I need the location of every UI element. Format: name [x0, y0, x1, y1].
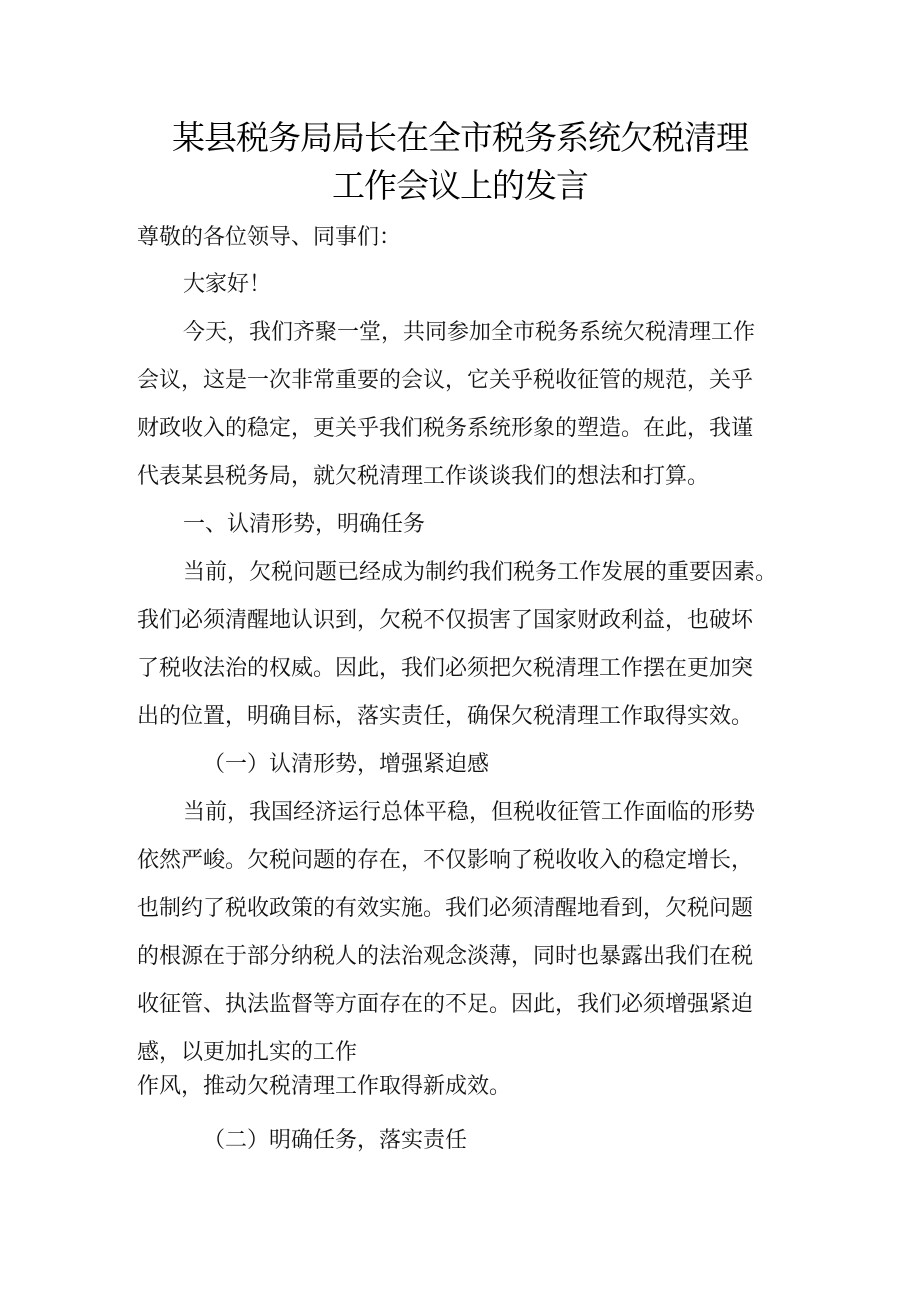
- paragraph-line: 了税收法治的权威。因此，我们必须把欠税清理工作摆在更加突: [137, 656, 754, 681]
- document-title-line-2: 工作会议上的发言: [332, 166, 588, 205]
- paragraph-line: 感，以更加扎实的工作: [137, 1040, 358, 1065]
- document-title-line-1: 某县税务局局长在全市税务系统欠税清理: [172, 118, 748, 157]
- paragraph-line: 今天，我们齐聚一堂，共同参加全市税务系统欠税清理工作: [183, 320, 756, 345]
- greeting: 大家好！: [183, 272, 272, 297]
- salutation: 尊敬的各位领导、同事们：: [137, 225, 402, 250]
- paragraph-line: 依然严峻。欠税问题的存在，不仅影响了税收收入的稳定增长，: [137, 848, 754, 873]
- paragraph-line: 的根源在于部分纳税人的法治观念淡薄，同时也暴露出我们在税: [137, 944, 754, 969]
- paragraph-line: 财政收入的稳定，更关乎我们税务系统形象的塑造。在此，我谨: [137, 416, 754, 441]
- paragraph-line: 当前，欠税问题已经成为制约我们税务工作发展的重要因素。: [183, 560, 778, 585]
- subsection-heading: （二）明确任务，落实责任: [203, 1128, 468, 1153]
- paragraph-line: 收征管、执法监督等方面存在的不足。因此，我们必须增强紧迫: [137, 992, 754, 1017]
- paragraph-line: 会议，这是一次非常重要的会议，它关乎税收征管的规范，关乎: [137, 368, 754, 393]
- paragraph-line: 也制约了税收政策的有效实施。我们必须清醒地看到，欠税问题: [137, 896, 754, 921]
- paragraph-line: 作风，推动欠税清理工作取得新成效。: [137, 1074, 512, 1099]
- paragraph-line: 出的位置，明确目标，落实责任，确保欠税清理工作取得实效。: [137, 704, 754, 729]
- paragraph-line: 我们必须清醒地认识到，欠税不仅损害了国家财政利益，也破坏: [137, 608, 754, 633]
- paragraph-line: 当前，我国经济运行总体平稳，但税收征管工作面临的形势: [183, 800, 756, 825]
- paragraph-line: 代表某县税务局，就欠税清理工作谈谈我们的想法和打算。: [137, 464, 710, 489]
- section-heading: 一、认清形势，明确任务: [183, 512, 426, 537]
- subsection-heading: （一）认清形势，增强紧迫感: [203, 752, 490, 777]
